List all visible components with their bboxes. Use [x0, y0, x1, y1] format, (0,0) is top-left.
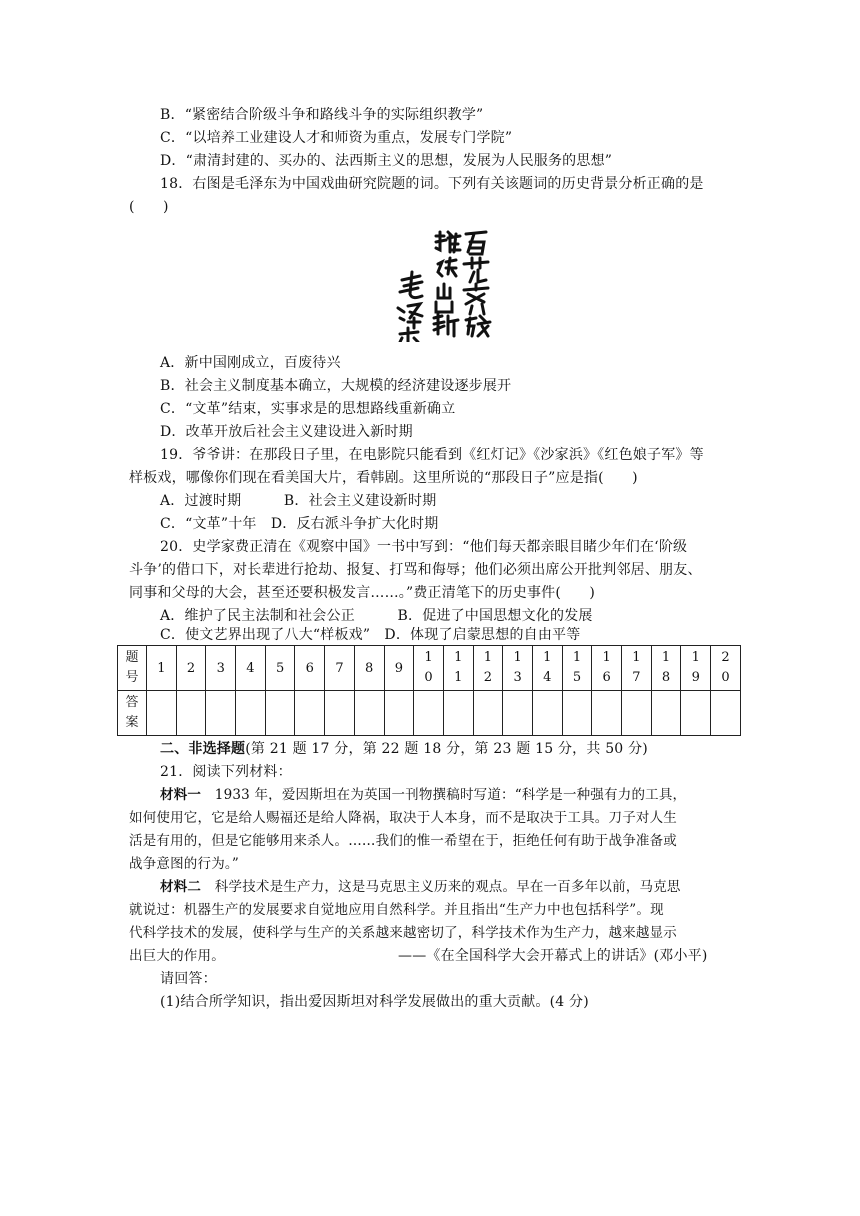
question-number-cell [711, 646, 741, 691]
question-number-cell [681, 646, 711, 691]
answer-table-answer-row [118, 691, 741, 736]
question-number-digit: 1 [543, 650, 552, 665]
q20-stem-cont1: 斗争’的借口下，对长辈进行抢劫、报复、打骂和侮辱；他们必须出席公开批判邻居、朋友、 [129, 562, 702, 578]
question-number-digit: 8 [661, 670, 671, 685]
question-number-cell: 5 [265, 646, 295, 691]
question-number-cell [503, 646, 533, 691]
answer-cell[interactable] [147, 691, 177, 736]
question-number-digit: 0 [721, 670, 730, 685]
answer-cell[interactable] [236, 691, 266, 736]
question-number-cell: 1 [147, 646, 177, 691]
q21-material2-line2: 就说过：机器生产的发展要求自觉地应用自然科学。并且指出“生产力中也包括科学”。现 [129, 902, 664, 918]
question-number-digit: 9 [691, 670, 700, 685]
q21-material2-source: ——《在全国科学大会开幕式上的讲话》(邓小平) [398, 948, 708, 964]
answer-cell[interactable] [384, 691, 414, 736]
question-number-cell [443, 646, 473, 691]
question-number-digit: 1 [424, 650, 433, 665]
q21-material1-line3: 活是有用的，但是它能够用来杀人。……我们的惟一希望在于，拒绝任何有助于战争准备或 [129, 833, 677, 849]
q20-options-row1: A．维护了民主法制和社会公正 B．促进了中国思想文化的发展 [160, 608, 593, 624]
question-number-digit: 7 [632, 670, 641, 685]
q20-options-row2: C．使文艺界出现了八大“样板戏” D．体现了启蒙思想的自由平等 [160, 627, 581, 643]
q21-material1-line1: 材料一 1933 年，爱因斯坦在为英国一刊物撰稿时写道：“科学是一种强有力的工具， [160, 787, 687, 803]
q19-options-row1: A．过渡时期 B．社会主义建设新时期 [160, 493, 437, 509]
question-number-cell [562, 646, 592, 691]
answer-cell[interactable] [354, 691, 384, 736]
answer-cell[interactable] [681, 691, 711, 736]
q21-material2-line4: 出巨大的作用。 [129, 948, 225, 964]
question-number-digit: 1 [661, 650, 671, 665]
calligraphy-inscription-image [394, 222, 494, 342]
q18-stem: 18．右图是毛泽东为中国戏曲研究院题的词。下列有关该题词的历史背景分析正确的是 [160, 176, 704, 192]
question-number-digit: 1 [513, 650, 522, 665]
question-number-cell: 8 [354, 646, 384, 691]
question-number-cell: 4 [236, 646, 266, 691]
section2-note: (第 21 题 17 分，第 22 题 18 分，第 23 题 15 分，共 50 分) [245, 741, 648, 757]
answer-cell[interactable] [295, 691, 325, 736]
question-number-digit: 5 [572, 670, 582, 685]
question-number-digit: 0 [424, 670, 433, 685]
q21-material2-line3: 代科学技术的发展，使科学与生产的关系越来越密切了，科学技术作为生产力，越来越显示 [129, 925, 677, 941]
answer-cell[interactable] [592, 691, 622, 736]
question-number-digit: 1 [454, 650, 463, 665]
q18-option-b: B．社会主义制度基本确立，大规模的经济建设逐步展开 [160, 378, 512, 394]
answer-table [117, 645, 741, 736]
q21-stem: 21．阅读下列材料： [160, 764, 292, 780]
answer-cell[interactable] [651, 691, 681, 736]
question-number-cell [651, 646, 681, 691]
answer-cell[interactable] [325, 691, 355, 736]
question-number-cell: 7 [325, 646, 355, 691]
q20-stem: 20．史学家费正清在《观察中国》一书中写到：“他们每天都亲眼目睹少年们在‘阶级 [160, 539, 688, 555]
question-number-cell: 9 [384, 646, 414, 691]
q18-option-c: C．“文革”结束，实事求是的思想路线重新确立 [160, 401, 456, 417]
q21-material1-line2: 如何使用它，它是给人赐福还是给人降祸，取决于人本身，而不是取决于工具。刀子对人生 [129, 810, 677, 826]
question-number-digit: 1 [483, 650, 493, 665]
answer-cell[interactable] [532, 691, 562, 736]
answer-cell[interactable] [176, 691, 206, 736]
question-number-digit: 3 [513, 670, 522, 685]
question-number-cell [473, 646, 503, 691]
answer-cell[interactable] [473, 691, 503, 736]
answer-cell[interactable] [622, 691, 652, 736]
question-number-cell [592, 646, 622, 691]
q19-stem-cont: 样板戏，哪像你们现在看美国大片，看韩剧。这里所说的“那段日子”应是指( ) [129, 470, 638, 486]
answer-cell[interactable] [562, 691, 592, 736]
q21-material2-line1: 材料二 科学技术是生产力，这是马克思主义历来的观点。早在一百多年以前，马克思 [160, 879, 681, 895]
question-number-digit: 1 [454, 670, 463, 685]
question-number-digit: 2 [483, 670, 493, 685]
q19-options-row2: C．“文革”十年 D．反右派斗争扩大化时期 [160, 516, 439, 532]
question-number-digit: 6 [602, 670, 611, 685]
material1-label: 材料一 [160, 787, 202, 803]
answer-cell[interactable] [206, 691, 236, 736]
question-number-digit: 2 [721, 650, 730, 665]
answer-cell[interactable] [443, 691, 473, 736]
question-number-cell [414, 646, 444, 691]
material2-label: 材料二 [160, 879, 202, 895]
answer-cell[interactable] [711, 691, 741, 736]
question-number-digit: 1 [632, 650, 641, 665]
question-number-digit: 1 [572, 650, 582, 665]
answer-table-answer-label: 答 案 [118, 691, 147, 736]
q21-material1-line4: 战争意图的行为。” [129, 856, 239, 872]
section2-title: 二、非选择题 [160, 741, 246, 757]
section2-heading [160, 738, 648, 760]
q21-subquestion-1: (1)结合所学知识，指出爱因斯坦对科学发展做出的重大贡献。(4 分) [160, 994, 589, 1010]
question-number-digit: 4 [543, 670, 552, 685]
q19-stem: 19．爷爷讲：在那段日子里，在电影院只能看到《红灯记》《沙家浜》《红色娘子军》等 [160, 447, 704, 463]
q17-option-c: C．“以培养工业建设人才和师资为重点，发展专门学院” [160, 130, 513, 146]
question-number-cell [532, 646, 562, 691]
q20-stem-cont2: 同事和父母的大会，甚至还要积极发言……。”费正清笔下的历史事件( ) [129, 585, 596, 601]
answer-cell[interactable] [503, 691, 533, 736]
q21-answer-prompt: 请回答： [160, 971, 217, 987]
answer-table-number-row [118, 646, 741, 691]
question-number-cell [622, 646, 652, 691]
question-number-cell: 3 [206, 646, 236, 691]
answer-cell[interactable] [414, 691, 444, 736]
q17-option-d: D．“肃清封建的、买办的、法西斯主义的思想，发展为人民服务的思想” [160, 153, 613, 169]
q18-option-d: D．改革开放后社会主义建设进入新时期 [160, 424, 413, 440]
q18-option-a: A．新中国刚成立，百废待兴 [160, 355, 341, 371]
q18-stem-blank: ( ) [129, 199, 169, 215]
question-number-cell: 2 [176, 646, 206, 691]
answer-cell[interactable] [265, 691, 295, 736]
question-number-digit: 1 [602, 650, 611, 665]
q17-option-b: B．“紧密结合阶级斗争和路线斗争的实际组织教学” [160, 107, 484, 123]
question-number-digit: 1 [691, 650, 700, 665]
answer-table-header-label: 题 号 [118, 646, 147, 691]
question-number-cell: 6 [295, 646, 325, 691]
